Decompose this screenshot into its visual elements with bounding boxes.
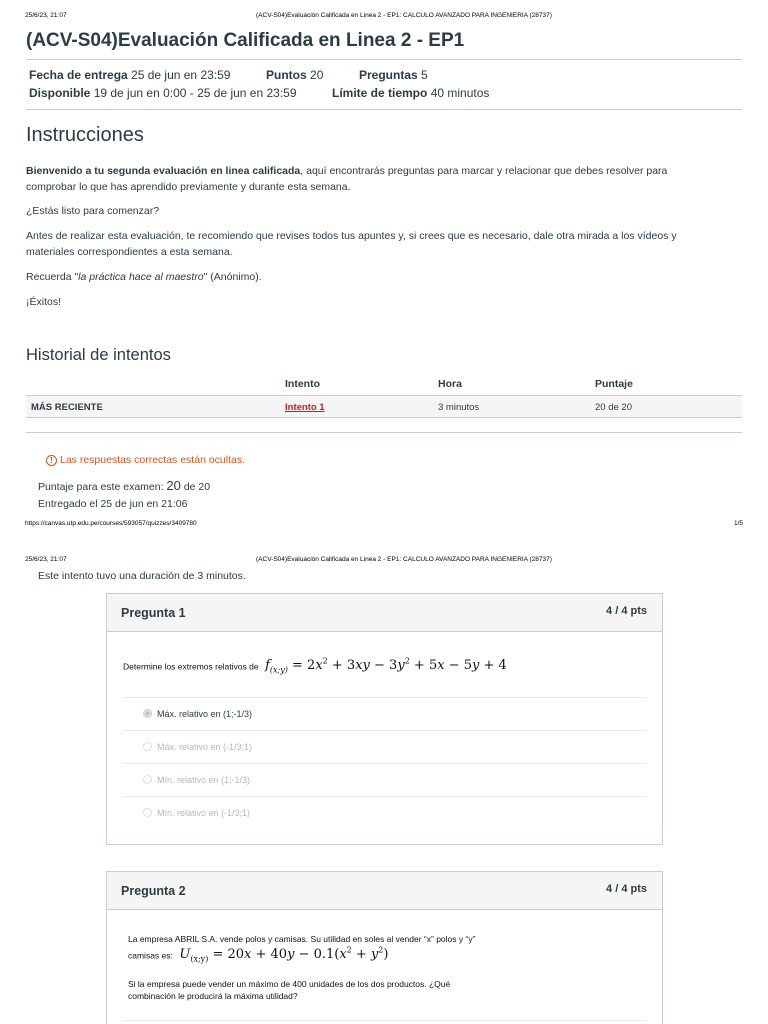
hidden-answers-text: Las respuestas correctas están ocultas. — [60, 454, 246, 466]
utility-formula: $U_{(x;y)} = 20x + 40y - 0.1(x^2 + y^2)$ — [175, 946, 389, 964]
instructions-paragraph-2: ¿Estás listo para comenzar? — [26, 205, 160, 217]
table-header — [26, 374, 742, 394]
divider — [123, 1020, 646, 1021]
submitted-date: Entregado el 25 de jun en 21:06 — [38, 498, 188, 510]
questions-count — [359, 68, 428, 82]
points-value: 20 — [310, 68, 324, 82]
answer-option[interactable] — [123, 730, 646, 763]
answer-label: Mín. relativo en (1;-1/3) — [157, 775, 251, 785]
answer-option[interactable] — [123, 697, 646, 730]
radio-icon[interactable] — [143, 742, 152, 751]
question-points: 4 / 4 pts — [606, 883, 647, 895]
prompt-text: Determine los extremos relativos de — [123, 661, 259, 672]
attempt-score: 20 de 20 — [595, 402, 632, 413]
radio-selected-icon[interactable] — [143, 709, 152, 718]
radio-icon[interactable] — [143, 775, 152, 784]
due-label: Fecha de entrega — [29, 68, 128, 82]
print-header — [0, 556, 768, 568]
points — [266, 68, 323, 82]
questions-label: Preguntas — [359, 68, 418, 82]
attempt-1-link[interactable]: Intento 1 — [285, 402, 325, 413]
attempt-duration: Este intento tuvo una duración de 3 minutos. — [38, 570, 246, 582]
print-page-number: 1/5 — [733, 520, 743, 527]
question-card-2 — [106, 871, 663, 1024]
instructions-paragraph-3: Antes de realizar esta evaluación, te recomiendo que revises todos tus apuntes y, si crees que es necesario, dale otra mirada a los vídeos y materiales correspondientes a esta semana. — [26, 230, 677, 258]
score-label: Puntaje para este examen: — [38, 481, 164, 493]
answer-label: Máx. relativo en (1;-1/3) — [157, 709, 253, 719]
column-header-time: Hora — [438, 378, 462, 390]
answer-label: Mín. relativo en (-1/3;1) — [157, 808, 251, 818]
quote-pre: Recuerda " — [26, 271, 79, 283]
time-limit-value: 40 minutos — [430, 86, 490, 100]
points-label: Puntos — [266, 68, 307, 82]
time-limit-label: Límite de tiempo — [332, 86, 428, 100]
print-date: 25/6/23, 21:07 — [25, 12, 67, 19]
question-header — [107, 594, 662, 632]
instructions-paragraph-1 — [26, 164, 716, 195]
print-header — [0, 12, 768, 24]
welcome-rest: , aquí encontrarás preguntas para marcar y relacionar que debes resolver para comprobar lo que has aprendido previamente y durante esta semana. — [26, 165, 668, 193]
due-value: 25 de jun en 23:59 — [131, 68, 231, 82]
question-header — [107, 872, 662, 910]
warning-icon: ! — [46, 455, 57, 466]
divider — [26, 109, 742, 110]
instructions-paragraph-5: ¡Éxitos! — [26, 296, 62, 308]
available-value: 19 de jun en 0:00 - 25 de jun en 23:59 — [93, 86, 297, 100]
quote-text: la práctica hace al maestro — [78, 271, 204, 283]
column-header-score: Puntaje — [595, 378, 633, 390]
time-limit — [332, 86, 489, 100]
function-formula: $f_{(x;y)} = 2x^2 + 3xy - 3y^2 + 5x - 5y + 4$ — [260, 657, 507, 675]
history-heading: Historial de intentos — [26, 346, 171, 364]
score-value: 20 — [166, 478, 181, 493]
availability — [29, 86, 297, 100]
welcome-bold: Bienvenido a tu segunda evaluación en linea calificada — [26, 165, 301, 177]
divider — [26, 432, 742, 433]
print-url: https://canvas.utp.edu.pe/courses/593057/quizzes/3409780 — [25, 520, 197, 527]
answer-label: Máx. relativo en (-1/3;1) — [157, 742, 253, 752]
question-prompt — [123, 657, 507, 675]
question-title: Pregunta 1 — [121, 606, 186, 620]
question-prompt-line-1: La empresa ABRIL S.A. vende polos y camisas. Su utilidad en soles al vender “x” polos y “y” — [128, 934, 476, 944]
prompt-text: camisas es: — [128, 950, 173, 961]
available-label: Disponible — [29, 86, 91, 100]
answer-list — [123, 697, 646, 829]
print-doc-title: (ACV-S04)Evaluación Calificada en Linea 2 - EP1: CALCULO AVANZADO PARA INGENIERIA (28737) — [256, 556, 552, 563]
radio-icon[interactable] — [143, 808, 152, 817]
instructions-paragraph-4 — [26, 270, 716, 286]
score-total: de 20 — [183, 481, 211, 493]
quote-post: " (Anónimo). — [203, 271, 262, 283]
table-row — [26, 395, 742, 418]
questions-value: 5 — [421, 68, 428, 82]
attempt-time: 3 minutos — [438, 402, 480, 413]
answer-option[interactable] — [123, 763, 646, 796]
question-card-1 — [106, 593, 663, 845]
exam-score — [38, 478, 210, 493]
instructions-heading: Instrucciones — [26, 124, 144, 146]
question-prompt-line-2 — [128, 946, 388, 964]
divider — [26, 59, 742, 60]
hidden-answers-notice — [46, 454, 245, 466]
question-points: 4 / 4 pts — [606, 605, 647, 617]
column-header-attempt: Intento — [285, 378, 320, 390]
due-date — [29, 68, 230, 82]
question-title: Pregunta 2 — [121, 884, 186, 898]
latest-label: MÁS RECIENTE — [31, 402, 103, 413]
question-prompt-line-3: Si la empresa puede vender un máximo de 400 unidades de los dos productos. ¿Qué — [128, 979, 451, 989]
page-title: (ACV-S04)Evaluación Calificada en Linea 2 - EP1 — [26, 30, 465, 51]
answer-option[interactable] — [123, 796, 646, 829]
print-doc-title: (ACV-S04)Evaluación Calificada en Linea 2 - EP1: CALCULO AVANZADO PARA INGENIERIA (28737) — [256, 12, 552, 19]
question-prompt-line-4: combinación le producirá la máxima utilidad? — [128, 991, 298, 1001]
print-date: 25/6/23, 21:07 — [25, 556, 67, 563]
